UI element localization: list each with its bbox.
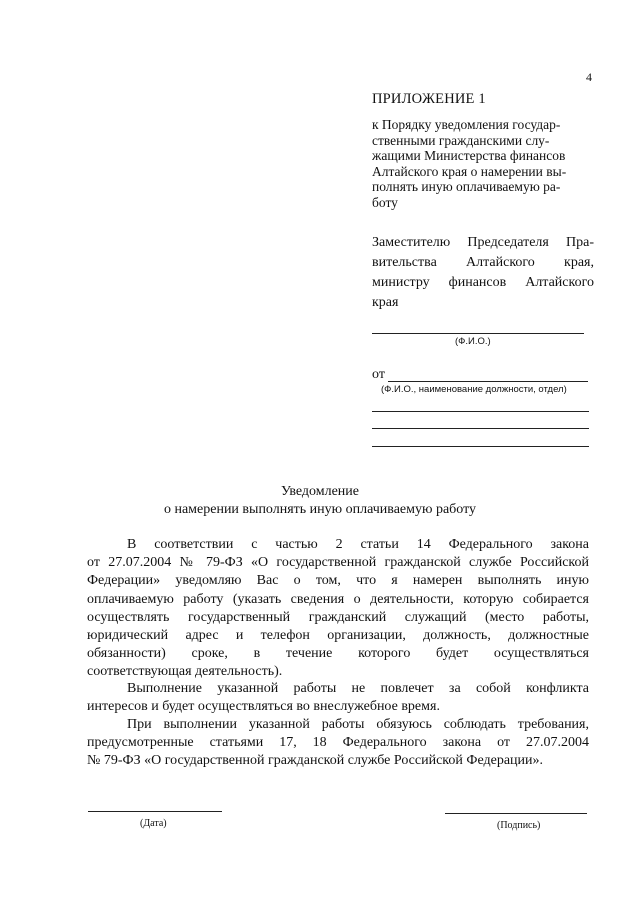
page-number: 4 <box>586 70 592 84</box>
paragraph-line: При выполнении указанной работы обязуюсь соблюдать требования, <box>127 717 589 732</box>
notice-subtitle: о намерении выполнять иную оплачиваемую работу <box>163 502 477 517</box>
signature-blank-line <box>445 813 587 814</box>
paragraph-line: осуществлять государственный гражданский служащий (место работы, <box>87 609 589 625</box>
paragraph-line: № 79-ФЗ «О государственной гражданской службе Российской Федерации». <box>87 753 544 769</box>
appendix-reference <box>372 117 587 211</box>
paragraph-line: обязанности) сроке, в течение которого будет осуществляться <box>87 646 589 662</box>
from-blank-line-3 <box>372 428 589 429</box>
paragraph-line: предусмотренные статьями 17, 18 Федерального закона от 27.07.2004 <box>87 735 589 751</box>
paragraph-line: Федерации» уведомляю Вас о том, что я намерен выполнять иную <box>87 573 589 589</box>
paragraph-line: В соответствии с частью 2 статьи 14 Федерального закона <box>127 537 589 552</box>
addressee-line: министру финансов Алтайского <box>372 275 594 290</box>
addressee-line: Заместителю Председателя Пра- <box>372 235 594 250</box>
paragraph-line: соответствующая деятельность). <box>87 664 283 680</box>
paragraph-line: Выполнение указанной работы не повлечет за собой конфликта <box>127 681 589 696</box>
from-caption: (Ф.И.О., наименование должности, отдел) <box>381 384 567 395</box>
paragraph-line: юридический адрес и телефон организации, должность, должностные <box>87 628 589 644</box>
appendix-title: ПРИЛОЖЕНИЕ 1 <box>372 91 486 107</box>
fio-blank-line <box>372 333 584 334</box>
fio-caption: (Ф.И.О.) <box>455 336 491 347</box>
paragraph-line: от 27.07.2004 № 79-ФЗ «О государственной гражданской службе Российской <box>87 555 589 571</box>
notice-title: Уведомление <box>280 484 359 499</box>
appendix-line: к Порядку уведомления государ- <box>372 117 561 132</box>
appendix-line: полнять иную оплачиваемую ра- <box>372 179 561 195</box>
appendix-line: ственными гражданскими слу- <box>372 132 550 148</box>
paragraph-2 <box>87 680 589 716</box>
signature-caption: (Подпись) <box>497 820 541 831</box>
from-blank-line <box>388 381 588 382</box>
from-blank-line-2 <box>372 411 589 412</box>
date-caption: (Дата) <box>140 818 167 829</box>
addressee-line: края <box>372 295 399 310</box>
addressee-line: вительства Алтайского края, <box>372 255 594 270</box>
paragraph-1 <box>87 536 589 682</box>
appendix-line: боту <box>372 194 398 210</box>
paragraph-line: оплачиваемую работу (указать сведения о деятельности, которую собирается <box>87 591 589 607</box>
from-label: от <box>372 367 385 382</box>
from-blank-line-4 <box>372 446 589 447</box>
paragraph-line: интересов и будет осуществляться во внеслужебное время. <box>87 699 440 715</box>
appendix-line: Алтайского края о намерении вы- <box>372 163 567 179</box>
addressee-block <box>372 233 594 313</box>
appendix-line: жащими Министерства финансов <box>372 148 566 164</box>
paragraph-3 <box>87 716 589 771</box>
date-blank-line <box>88 811 222 812</box>
